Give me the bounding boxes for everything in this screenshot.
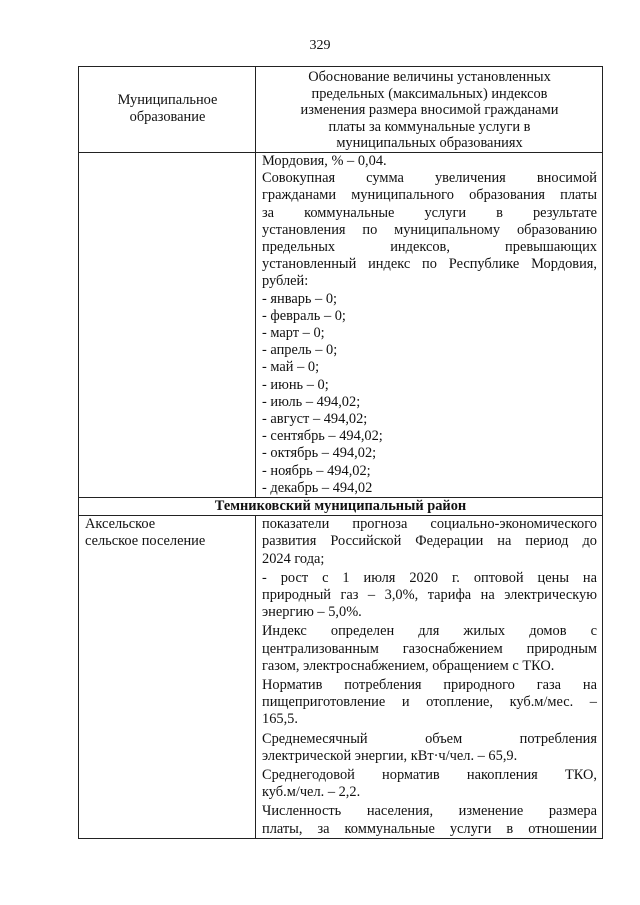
- month-item: - декабрь – 494,02: [262, 479, 373, 496]
- month-item: - август – 494,02;: [262, 411, 368, 428]
- paragraph: Среднегодовой норматив накопления ТКО, куб.м/чел. – 2,2.: [262, 767, 597, 801]
- month-item: - февраль – 0;: [262, 307, 346, 324]
- paragraph: Норматив потребления природного газа на пищеприготовление и отопление, куб.м/мес. – 165,5.: [262, 677, 597, 728]
- tariff-justification-table: [78, 66, 603, 839]
- month-item: - март – 0;: [262, 325, 325, 341]
- paragraph: Численность населения, изменение размера платы, за коммунальные услуги в отношении: [262, 803, 597, 837]
- month-item: - январь – 0;: [262, 290, 338, 307]
- table-header-row: [79, 67, 603, 153]
- month-item: - ноябрь – 494,02;: [262, 462, 371, 479]
- municipality-details-cell: [256, 516, 603, 839]
- paragraph: показатели прогноза социально-экономического развития Российской Федерации на период до 2024 года;: [262, 516, 597, 567]
- page-number: 329: [309, 38, 331, 53]
- header-justification: Обоснование величины установленных предельных (максимальных) индексов изменения размера вносимой гражданами платы за коммунальные услуги в муниципальных образованиях: [256, 67, 603, 153]
- month-item: - июль – 494,02;: [262, 393, 361, 410]
- paragraph: - рост с 1 июля 2020 г. оптовой цены на природный газ – 3,0%, тарифа на электрическую энергию – 5,0%.: [262, 569, 597, 621]
- empty-municipality-cell: [79, 152, 256, 497]
- month-item: - сентябрь – 494,02;: [262, 428, 383, 445]
- month-item: - октябрь – 494,02;: [262, 445, 377, 462]
- continuation-row: [79, 152, 603, 497]
- municipality-row: [79, 516, 603, 839]
- paragraph: Индекс определен для жилых домов с централизованным газоснабжением природным газом, электроснабжением, обращением с ТКО.: [262, 623, 597, 674]
- continuation-cell: Мордовия, % – 0,04. Совокупная сумма увеличения вносимой гражданами муниципального образования платы за коммунальные услуги в результате установления по муниципальному образованию предельных индексов, превышающих установленный индекс по Республике Мордовия, рублей: - январь – 0; - февраль – 0; - март – 0; - апрель – 0; - май – 0; - июнь – 0; - июль – 494,02; - август – 494,02; - сентябрь – 494,02; - октябрь – 494,02; - ноябрь – 494,02; - декабрь – 494,02: [256, 152, 603, 497]
- municipality-name-cell: Аксельское сельское поселение: [79, 516, 256, 839]
- section-title: Темниковский муниципальный район: [79, 498, 603, 516]
- header-municipality: Муниципальное образование: [79, 67, 256, 153]
- section-header-row: [79, 498, 603, 516]
- month-item: - июнь – 0;: [262, 376, 329, 393]
- month-item: - май – 0;: [262, 359, 320, 376]
- paragraph: Среднемесячный объем потребления электрической энергии, кВт·ч/чел. – 65,9.: [262, 730, 597, 764]
- month-item: - апрель – 0;: [262, 342, 338, 359]
